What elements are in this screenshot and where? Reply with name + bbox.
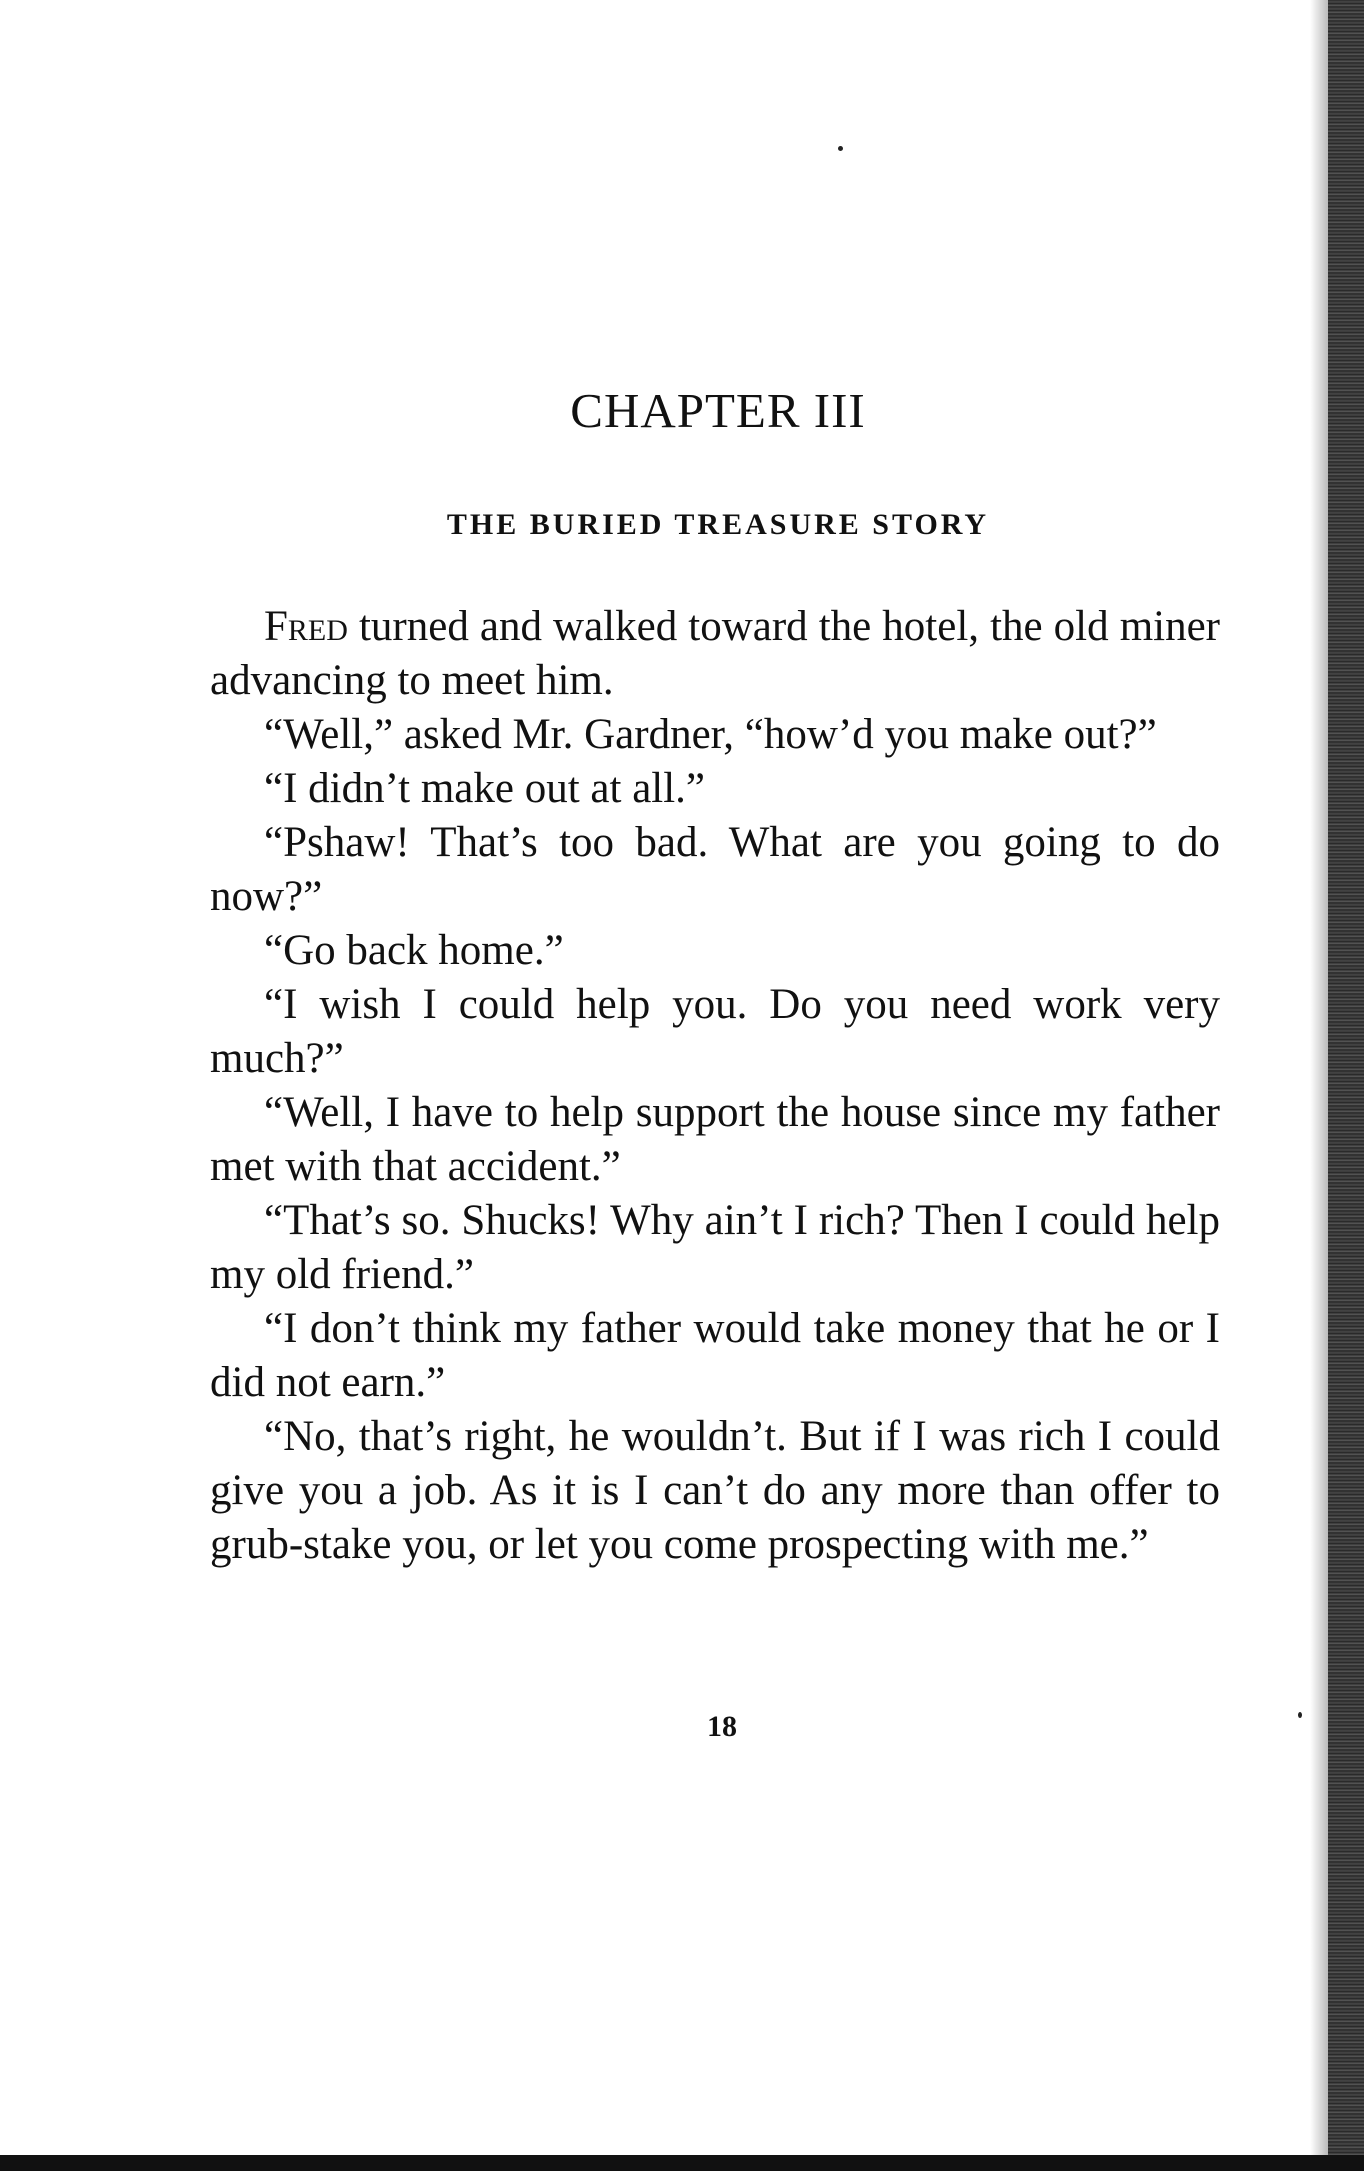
paragraph: “That’s so. Shucks! Why ain’t I rich? Then I could help my old friend.”	[210, 1197, 1220, 1298]
paragraph: “I wish I could help you. Do you need work very much?”	[210, 981, 1220, 1082]
paragraph: “Well, I have to help support the house since my father met with that accident.”	[210, 1089, 1220, 1190]
chapter-subtitle: THE BURIED TREASURE STORY	[446, 508, 990, 541]
scan-bottom-border	[0, 2155, 1364, 2171]
scan-speck	[838, 146, 843, 151]
chapter-body	[210, 600, 1220, 1572]
paragraph: “Well,” asked Mr. Gardner, “how’d you make out?”	[264, 711, 1157, 758]
paragraph-text: turned and walked toward the hotel, the old miner advancing to meet him.	[210, 603, 1220, 704]
chapter-title: CHAPTER III	[570, 383, 866, 438]
page-number: 18	[707, 1710, 737, 1743]
paragraph: “I didn’t make out at all.”	[264, 765, 706, 812]
paragraph: “No, that’s right, he wouldn’t. But if I was rich I could give you a job. As it is I can’t do any more than offer to grub-stake you, or let you come prospecting with me.”	[210, 1413, 1220, 1568]
paragraph-lead-word: Fred	[264, 603, 348, 650]
paragraph: “I don’t think my father would take money that he or I did not earn.”	[210, 1305, 1220, 1406]
page-edge-shadow	[1310, 0, 1328, 2171]
paragraph	[210, 600, 1220, 708]
scanned-page-edge	[1328, 0, 1364, 2171]
paragraph: “Pshaw! That’s too bad. What are you going to do now?”	[210, 819, 1220, 920]
paragraph: “Go back home.”	[264, 927, 564, 974]
